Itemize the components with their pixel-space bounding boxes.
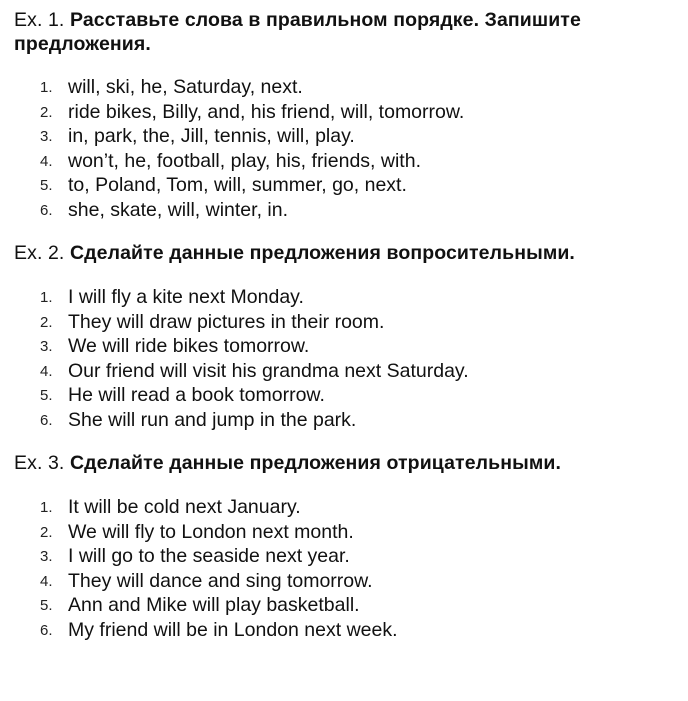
item-text: she, skate, will, winter, in. (68, 198, 289, 221)
item-text: won’t, he, football, play, his, friends, with. (68, 149, 421, 172)
exercise-1-list (14, 75, 688, 222)
list-item (14, 100, 688, 125)
item-number: 6. (40, 201, 53, 219)
item-text: He will read a book tomorrow. (68, 384, 325, 406)
item-number: 3. (40, 338, 53, 355)
item-text: to, Poland, Tom, will, summer, go, next. (68, 174, 407, 196)
item-text: in, park, the, Jill, tennis, will, play. (68, 125, 355, 147)
list-item (14, 569, 688, 594)
list-item (14, 285, 688, 310)
exercise-1-prefix: Ex. 1. (14, 9, 65, 31)
item-number: 1. (40, 79, 53, 96)
item-text: She will run and jump in the park. (68, 408, 357, 431)
exercise-2-title (14, 241, 688, 265)
item-text: It will be cold next January. (68, 496, 301, 518)
item-number: 5. (40, 387, 53, 404)
item-text: Ann and Mike will play basketball. (68, 594, 360, 616)
item-number: 4. (40, 362, 53, 380)
list-item (14, 149, 688, 174)
item-text: We will fly to London next month. (68, 520, 354, 543)
exercise-3-instruction: Сделайте данные предложения отрицательными. (70, 452, 561, 474)
list-item (14, 383, 688, 408)
list-item (14, 124, 688, 149)
list-item (14, 495, 688, 520)
list-item (14, 334, 688, 359)
exercise-2-instruction: Сделайте данные предложения вопросительными. (70, 242, 575, 264)
item-text: ride bikes, Billy, and, his friend, will, tomorrow. (68, 100, 465, 123)
exercise-3-title (14, 451, 688, 475)
exercise-2-list (14, 285, 688, 432)
item-number: 3. (40, 128, 53, 145)
list-item (14, 198, 688, 223)
item-text: I will fly a kite next Monday. (68, 286, 304, 308)
item-number: 4. (40, 572, 53, 590)
list-item (14, 359, 688, 384)
item-number: 5. (40, 597, 53, 614)
exercise-2 (14, 241, 688, 432)
exercise-2-prefix: Ex. 2. (14, 242, 65, 264)
item-text: I will go to the seaside next year. (68, 545, 350, 567)
item-text: We will ride bikes tomorrow. (68, 335, 310, 357)
list-item (14, 544, 688, 569)
item-number: 2. (40, 523, 53, 541)
exercise-3-prefix: Ex. 3. (14, 452, 65, 474)
list-item (14, 408, 688, 433)
item-number: 1. (40, 289, 53, 306)
item-number: 6. (40, 411, 53, 429)
item-number: 1. (40, 499, 53, 516)
exercise-3 (14, 451, 688, 642)
item-text: will, ski, he, Saturday, next. (68, 76, 303, 98)
item-number: 4. (40, 152, 53, 170)
list-item (14, 75, 688, 100)
item-text: They will dance and sing tomorrow. (68, 569, 373, 592)
exercise-1-instruction: Расставьте слова в правильном порядке. Запишите предложения. (14, 9, 581, 55)
item-number: 6. (40, 621, 53, 639)
list-item (14, 520, 688, 545)
exercise-3-list (14, 495, 688, 642)
list-item (14, 593, 688, 618)
list-item (14, 618, 688, 643)
list-item (14, 310, 688, 335)
item-number: 3. (40, 548, 53, 565)
item-number: 5. (40, 177, 53, 194)
item-number: 2. (40, 103, 53, 121)
exercise-1 (14, 8, 688, 222)
item-text: My friend will be in London next week. (68, 618, 398, 641)
exercise-1-title (14, 8, 688, 56)
item-text: They will draw pictures in their room. (68, 310, 385, 333)
list-item (14, 173, 688, 198)
item-text: Our friend will visit his grandma next Saturday. (68, 359, 469, 382)
item-number: 2. (40, 313, 53, 331)
